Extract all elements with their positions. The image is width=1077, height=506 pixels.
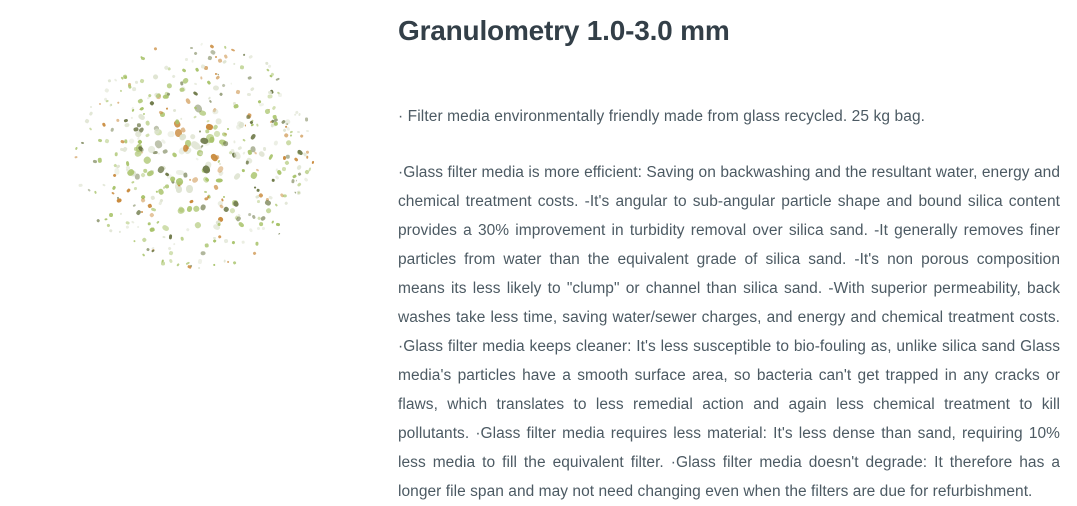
product-media-column: [0, 0, 398, 506]
product-info-column: [398, 0, 1077, 506]
granule-cluster-graphic: [65, 25, 325, 285]
product-image[interactable]: [30, 10, 360, 300]
product-short-description: · Filter media environmentally friendly made from glass recycled. 25 kg bag.: [398, 108, 926, 125]
page-title: Granulometry 1.0-3.0 mm: [398, 15, 730, 46]
product-long-description: ·Glass filter media is more efficient: Saving on backwashing and the resultant water, energy and chemical treatment costs. -It's angular to sub-angular particle shape and bound silica content provides a 30% improvement in turbidity removal over silica sand. -It generally removes finer particles from water than the equivalent grade of silica sand. -It's non porous composition means its less likely to "clump" or channel than silica sand. -With superior permeability, back washes take less time, saving water/sewer charges, and energy and chemical treatment costs. ·Glass filter media keeps cleaner: It's less susceptible to bio-fouling as, unlike silica sand Glass media's particles have a smooth surface area, so bacteria can't get trapped in any cracks or flaws, which translates to less remedial action and again less chemical treatment to kill pollutants. ·Glass filter media requires less material: It's less dense than sand, requiring 10% less media to fill the equivalent filter. ·Glass filter media doesn't degrade: It therefore has a longer file span and may not need changing even when the filters are due for refurbishment.: [398, 164, 1060, 500]
